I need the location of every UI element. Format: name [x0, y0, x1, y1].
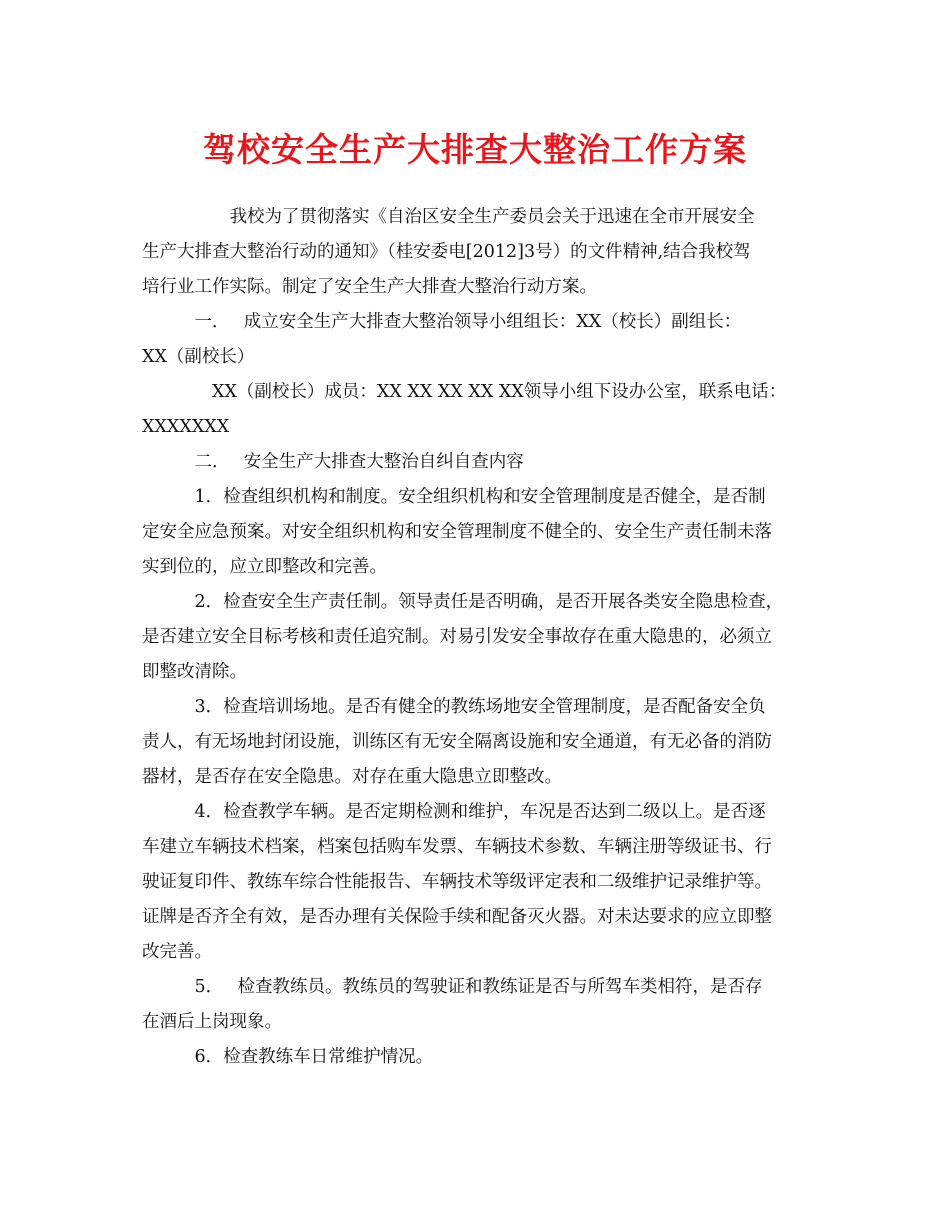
body-line: 1．检查组织机构和制度。安全组织机构和安全管理制度是否健全，是否制: [142, 487, 766, 507]
body-line: 一． 成立安全生产大排查大整治领导小组组长：XX（校长）副组长：: [142, 312, 742, 332]
body-line: 5． 检查教练员。教练员的驾驶证和教练证是否与所驾车类相符，是否存: [142, 977, 763, 997]
body-line: 在酒后上岗现象。: [142, 1012, 282, 1032]
document-body: [142, 200, 812, 1075]
body-line: 即整改清除。: [142, 662, 247, 682]
body-line: 3．检查培训场地。是否有健全的教练场地安全管理制度，是否配备安全负: [142, 697, 766, 717]
body-line: 6．检查教练车日常维护情况。: [142, 1047, 434, 1067]
body-line: 生产大排查大整治行动的通知》（桂安委电[2012]3号）的文件精神,结合我校驾: [142, 242, 751, 262]
body-line: 定安全应急预案。对安全组织机构和安全管理制度不健全的、安全生产责任制未落: [142, 522, 772, 542]
body-line: 是否建立安全目标考核和责任追究制。对易引发安全事故存在重大隐患的，必须立: [142, 627, 772, 647]
body-line: 驶证复印件、教练车综合性能报告、车辆技术等级评定表和二级维护记录维护等。: [142, 872, 772, 892]
body-line: XX（副校长）: [142, 347, 255, 367]
body-line: 实到位的，应立即整改和完善。: [142, 557, 387, 577]
body-line: XX（副校长）成员：XX XX XX XX XX领导小组下设办公室，联系电话：: [142, 382, 787, 402]
body-line: 改完善。: [142, 942, 212, 962]
body-line: 证牌是否齐全有效，是否办理有关保险手续和配备灭火器。对未达要求的应立即整: [142, 907, 772, 927]
body-line: 责人，有无场地封闭设施，训练区有无安全隔离设施和安全通道，有无必备的消防: [142, 732, 772, 752]
body-line: 二． 安全生产大排查大整治自纠自查内容: [142, 452, 524, 472]
body-line: 器材，是否存在安全隐患。对存在重大隐患立即整改。: [142, 767, 562, 787]
body-line: XXXXXXX: [142, 417, 230, 437]
body-line: 培行业工作实际。制定了安全生产大排查大整治行动方案。: [142, 277, 597, 297]
body-line: 4．检查教学车辆。是否定期检测和维护，车况是否达到二级以上。是否逐: [142, 802, 766, 822]
document-title: 驾校安全生产大排查大整治工作方案: [203, 130, 747, 169]
body-line: 2．检查安全生产责任制。领导责任是否明确，是否开展各类安全隐患检查，: [142, 592, 784, 612]
body-line: 我校为了贯彻落实《自治区安全生产委员会关于迅速在全市开展安全: [142, 207, 755, 227]
body-line: 车建立车辆技术档案，档案包括购车发票、车辆技术参数、车辆注册等级证书、行: [142, 837, 772, 857]
